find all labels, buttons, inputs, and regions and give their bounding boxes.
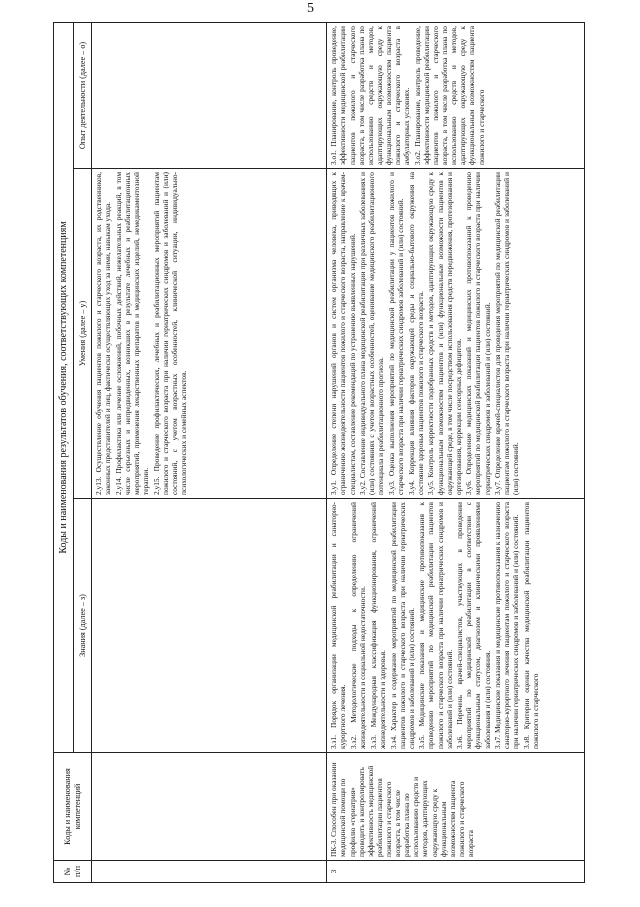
knowledge-item: 3.з4. Характер и содержание мероприятий по медицинской реабилитации пациентов пожилого и старческого возраста при наличии гериатрических синдромов и заболеваний и (или) состояний. [388, 502, 416, 749]
competencies-table [53, 22, 585, 883]
header-number: № п/п [54, 861, 92, 883]
skill-item: 3.у1. Определение степени нарушений органов и систем организма человека, приводящих к ограничению жизнедеятельности пациентов пожилого и старческого возраста, направление к врачам-специалистам, составление рекомендаций по устранению выявленных нарушений. [329, 172, 357, 495]
table-row-3 [327, 23, 585, 883]
skill-item: 3.у2. Составление индивидуального плана медицинской реабилитации при различных заболеваниях и (или) состояниях с учетом возрастных особенностей, оценивание медицинского реабилитационного потенциала и реабилитационного прогноза. [358, 172, 386, 495]
knowledge-item: 3.з3. Международная классификация функционирования, ограничений жизнедеятельности и здоровья. [368, 502, 387, 749]
skill-item: 2.у15. Проведение профилактических, лечебных и реабилитационных мероприятий пациентам пожилого и старческого возраста при наличии гериатрических синдромов и заболеваний и (или) состояний, с учетом возрастных особенностей, клинической ситуации, индивидуально-психологических и семейных аспектов. [152, 172, 189, 495]
skills-cell [327, 169, 585, 499]
header-skills: Умения (далее – у) [74, 169, 92, 499]
knowledge-item: 3.з8. Критерии оценки качества медицинской реабилитации пациентов пожилого и старческого [522, 502, 541, 749]
knowledge-cell [327, 499, 585, 753]
skill-item: 2.у14. Профилактика или лечение осложнений, побочных действий, нежелательных реакций, в том числе серьезных и непредвиденных, возникших в результате лечебных и реабилитационных мероприятий, применения лекарственных препаратов и медицинских изделий, немедикаментозной терапии. [114, 172, 151, 495]
experience-item: 3.о2. Планирование, контроль проведение, эффективности медицинской реабилитации пациентов пожилого и старческого возраста, в том числе разработка плана по использованию средств и методов, адаптирующих окружающую среду к функциональным возможностям пациента пожилого и старческого [412, 26, 486, 165]
knowledge-item: 3.з2. Методологические подходы к определению ограничений жизнедеятельности и социальной недостаточности. [349, 502, 368, 749]
skill-item: 3.у6. Определение медицинских показаний и медицинских противопоказаний к проведению мероприятий по медицинской реабилитации пациентов пожилого и старческого возраста при наличии гериатрических синдромов и заболеваний и (или) состояний. [464, 172, 492, 495]
skill-item: 3.у5. Контроль корректности подобранных средств и методов, адаптирующих окружающую среду к функциональным возможностям пациентов и (или) функциональные возможности пациентов к окружающей среде, в том числе посредством использования средств передвижения, протезирования и ортезирования, коррекции сенсорных дефицитов. [426, 172, 463, 495]
knowledge-item: 3.з1. Порядок организации медицинской реабилитации и санаторно-курортного лечения. [329, 502, 348, 749]
skill-item: 2.у13. Осуществление обучения пациентов пожилого и старческого возраста, их родственников, законных представителей и лиц, фактически осуществляющих уход за ними, навыкам ухода. [94, 172, 113, 495]
skill-item: 3.у3. Оценка выполнения мероприятий по медицинской реабилитации у пациентов пожилого и старческого возраста при наличии гериатрических синдромов заболеваний и (или) состояний. [387, 172, 406, 495]
header-experience: Опыт деятельности (далее – о) [74, 23, 92, 169]
skill-item: 3.у4. Коррекция влияния факторов окружающей среды и социально-бытового окружения на состояние здоровья пациентов пожилого и старческого возраста. [406, 172, 425, 495]
cell-empty-competence [92, 753, 327, 861]
header-competence: Коды и наименования компетенций [54, 753, 92, 861]
experience-item: 3.о1. Планирование, контроль проведение, эффективности медицинской реабилитации пациентов пожилого и старческого возраста, в том числе разработка плана по использованию средств и методов, адаптирующих окружающую среду к функциональным возможностям пациента пожилого и старческого возраста в амбулаторных условиях. [329, 26, 412, 165]
knowledge-item: 3.з6. Перечень врачей-специалистов, участвующих в проведении мероприятий по медицинской реабилитации в соответствии с функциональным статусом, диагнозом и клиническими проявлениями заболевания и (или) состояния. [455, 502, 492, 749]
page-number: 5 [307, 1, 314, 16]
table-header-row-1 [54, 23, 74, 883]
experience-cell [327, 23, 585, 169]
cell-empty-number [92, 861, 327, 883]
cell-empty-experience [92, 23, 327, 169]
table-row-continued [92, 23, 327, 883]
rotated-table-wrapper [53, 23, 585, 883]
competence-cell: ПК-3. Способен при оказании медицинской помощи по профилю «гериатрия» проводить и контролировать эффективность медицинской реабилитации пациентов пожилого и старческого возраста, в том числе разработка плана по использованию средств и методов, адаптирующих окружающую среду к функциональным возможностям пациента пожилого и старческого возраста [327, 753, 585, 861]
header-results-title: Коды и наименования результатов обучения, соответствующих компетенциям [54, 23, 74, 753]
skill-item: 3.у7. Определение врачей-специалистов для проведения мероприятий по медицинской реабилитации пациентам пожилого и старческого возраста при наличии гериатрических синдромов и заболеваний и (или) состояний. [493, 172, 521, 495]
header-knowledge: Знания (далее – з) [74, 499, 92, 753]
cell-skills-continued [92, 169, 327, 499]
knowledge-item: 3.з5. Медицинские показания и медицинские противопоказания к проведению мероприятий по медицинской реабилитации пациентов пожилого и старческого возраста при наличии гериатрических синдромов и заболеваний и (или) состояний. [417, 502, 454, 749]
row-number: 3 [327, 861, 585, 883]
knowledge-item: 3.з7. Медицинские показания и медицинские противопоказания к назначению санаторно-курортного лечения пациентам пожилого и старческого возраста при наличии гериатрических синдромов и заболеваний и (или) состояний. [493, 502, 521, 749]
cell-empty-knowledge [92, 499, 327, 753]
